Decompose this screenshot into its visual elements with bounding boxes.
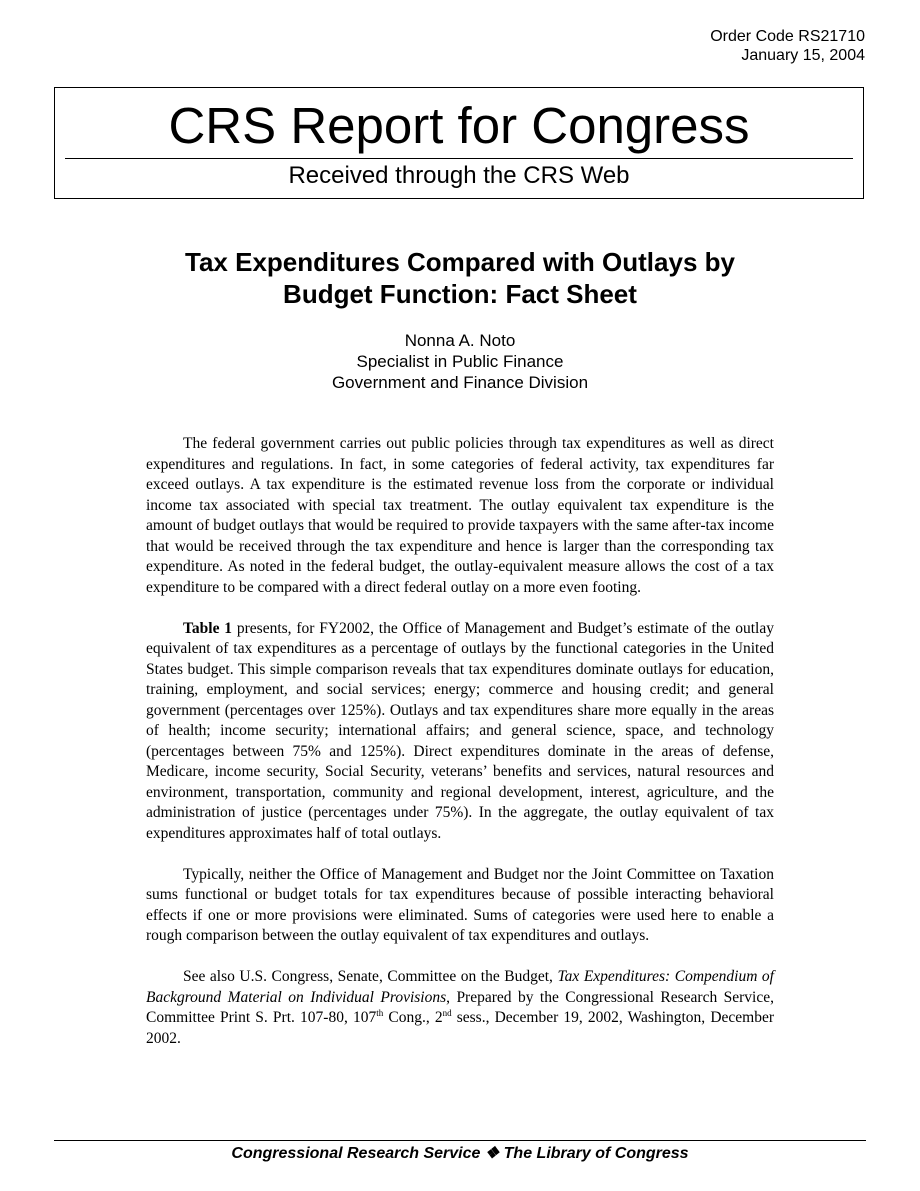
paragraph-methodology: Typically, neither the Office of Management and Budget nor the Joint Committee on Taxation sums functional or budget totals for tax expenditures because of possible interacting behavioral effects if one or more provisions were eliminated. Sums of categories were used here to enable a rough comparison between the outlay equivalent of tax expenditures and outlays. [146,865,774,944]
ordinal-suffix-th: th [376,1007,384,1018]
order-code-block [710,27,865,65]
masthead-divider [65,158,853,159]
table-reference: Table 1 [183,619,233,637]
author-block [100,330,820,393]
see-also-text-c: Cong., 2 [383,1009,443,1026]
ordinal-suffix-nd: nd [442,1007,452,1018]
footer-divider [54,1140,866,1141]
footer-text: Congressional Research Service ❖ The Library of Congress [231,1145,689,1162]
masthead-title: CRS Report for Congress [168,97,750,154]
paragraph-see-also [146,967,774,1049]
see-also-text-d: sess., December 19, 2002, Washington, December 2002. [146,1009,775,1047]
body-text [146,434,774,1070]
author-name: Nonna A. Noto [404,331,516,350]
document-title [100,246,820,310]
author-position: Specialist in Public Finance [356,352,564,371]
masthead-box [54,87,864,199]
paragraph-table-summary [146,619,774,845]
see-also-text-a: See also U.S. Congress, Senate, Committee on the Budget, [183,968,558,985]
see-also-text-b: , Prepared by the Congressional Research Service, Committee Print S. Prt. 107-80, 107 [146,988,774,1026]
report-date: January 15, 2004 [741,47,865,64]
document-title-line-2: Budget Function: Fact Sheet [283,279,637,309]
cited-publication-title: Tax Expenditures: Compendium of Background Material on Individual Provisions [146,968,774,1006]
masthead-subtitle: Received through the CRS Web [288,162,630,189]
author-division: Government and Finance Division [331,373,589,392]
paragraph-intro: The federal government carries out public policies through tax expenditures as well as direct expenditures and regulations. In fact, in some categories of federal activity, tax expenditures far exceed outlays. A tax expenditure is the estimated revenue loss from the corporate or individual income tax associated with special tax treatment. The outlay equivalent tax expenditure is the amount of budget outlays that would be required to provide taxpayers with the same after-tax income that would be received through the tax expenditure and hence is larger than the corresponding tax expenditure. As noted in the federal budget, the outlay-equivalent measure allows the cost of a tax expenditure to be compared with a direct federal outlay on a more even footing. [146,435,774,596]
paragraph-table-summary-text: presents, for FY2002, the Office of Management and Budget’s estimate of the outlay equivalent of tax expenditures as a percentage of outlays by the functional categories in the United States budget. This simple comparison reveals that tax expenditures dominate outlays for education, training, employment, and social services; energy; commerce and housing credit; and general government (percentages over 125%). Outlays and tax expenditures share more equally in the areas of health; income security; international affairs; and general science, space, and technology (percentages between 75% and 125%). Direct expenditures dominate in the areas of defense, Medicare, income security, Social Security, veterans’ benefits and services, natural resources and environment, transportation, community and regional development, interest, agriculture, and the administration of justice (percentages under 75%). In the aggregate, the outlay equivalent of tax expenditures approximates half of total outlays. [146,619,774,842]
document-title-line-1: Tax Expenditures Compared with Outlays by [185,247,735,277]
order-code: Order Code RS21710 [710,28,865,45]
